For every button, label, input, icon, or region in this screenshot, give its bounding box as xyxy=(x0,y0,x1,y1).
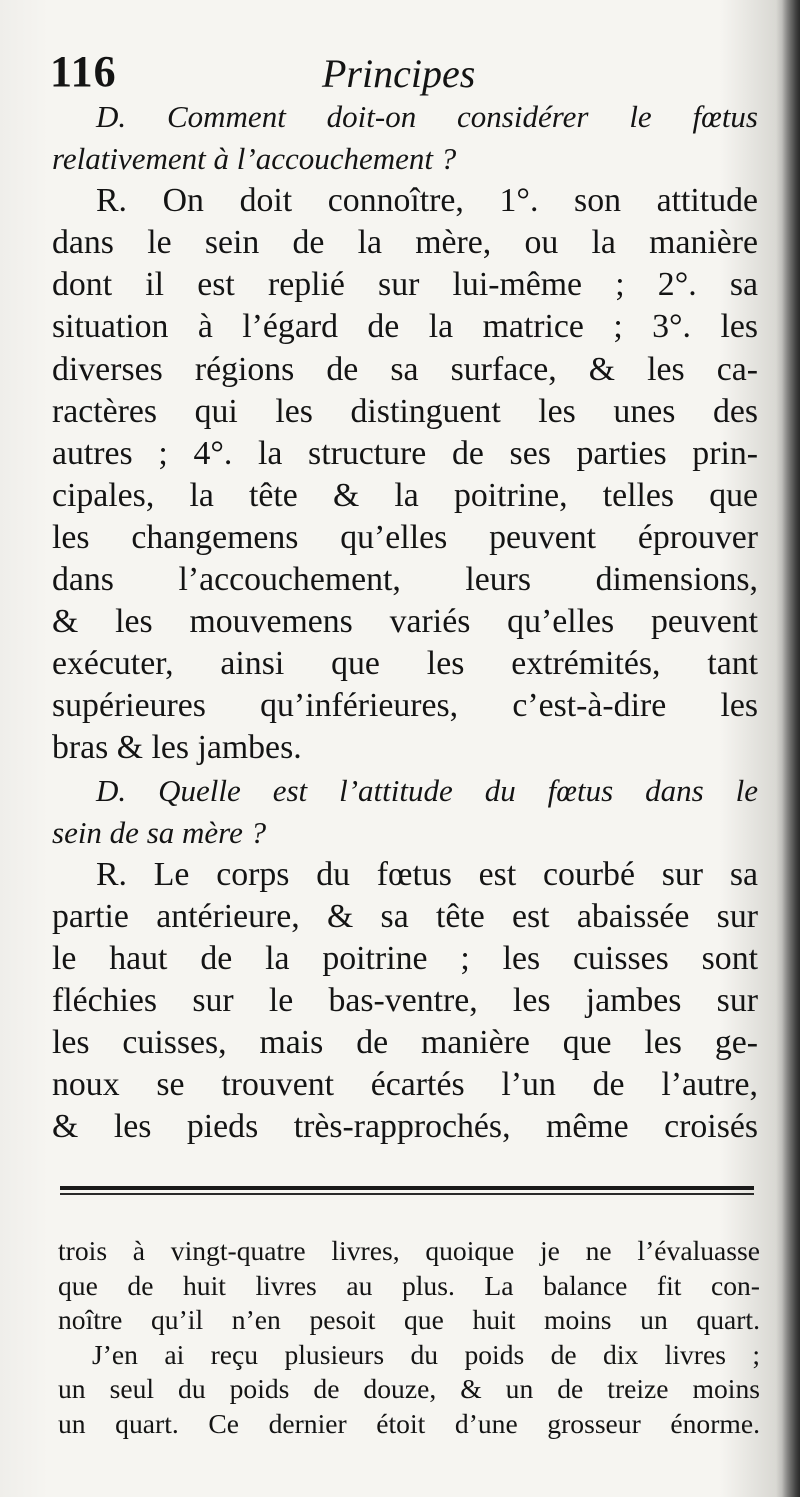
separator-thick-rule xyxy=(60,1186,754,1190)
page-gutter-shadow xyxy=(782,0,800,1497)
footnote-line: un seul du poids de douze, & un de treize moins xyxy=(58,1373,760,1404)
page-number: 116 xyxy=(50,47,117,96)
answer-line: fléchies sur le bas-ventre, les jambes sur xyxy=(52,981,758,1019)
footnote-line: noître qu’il n’en pesoit que huit moins un quart. xyxy=(58,1304,760,1335)
answer-line: dans l’accouchement, leurs dimensions, xyxy=(52,561,758,599)
answer-line: le haut de la poitrine ; les cuisses sont xyxy=(52,939,758,977)
question-line: D. Quelle est l’attitude du fœtus dans le xyxy=(96,772,758,808)
page-header xyxy=(50,44,760,104)
footnote-line: un quart. Ce dernier étoit d’une grosseur énorme. xyxy=(58,1407,760,1439)
question-line: sein de sa mère ? xyxy=(52,814,267,850)
footnote-line: trois à vingt-quatre livres, quoique je ne l’évaluasse xyxy=(58,1235,760,1266)
question-line: relativement à l’accouchement ? xyxy=(52,141,457,177)
running-head: Principes xyxy=(322,51,476,96)
answer-line: les changemens qu’elles peuvent éprouver xyxy=(52,518,758,556)
separator-thin-rule xyxy=(60,1193,754,1195)
answer-line: cipales, la tête & la poitrine, telles que xyxy=(52,476,758,514)
footnote-line: que de huit livres au plus. La balance fit con- xyxy=(58,1269,760,1301)
footnote-line: J’en ai reçu plusieurs du poids de dix livres ; xyxy=(92,1338,760,1370)
answer-line: exécuter, ainsi que les extrémités, tant xyxy=(52,645,758,683)
answer-line: situation à l’égard de la matrice ; 3°. les xyxy=(52,308,758,346)
question-line: D. Comment doit-on considérer le fœtus xyxy=(96,99,758,134)
answer-line: les cuisses, mais de manière que les ge- xyxy=(52,1024,758,1062)
footnote-separator xyxy=(60,1186,754,1198)
footnote xyxy=(58,1234,760,1441)
answer-line: bras & les jambes. xyxy=(52,729,302,767)
answer-line: partie antérieure, & sa tête est abaissée sur xyxy=(52,897,758,935)
answer-line: supérieures qu’inférieures, c’est-à-dire les xyxy=(52,687,758,725)
answer-line: noux se trouvent écartés l’un de l’autre, xyxy=(52,1066,758,1104)
answer-line: dans le sein de la mère, ou la manière xyxy=(52,224,758,262)
answer-line: R. Le corps du fœtus est courbé sur sa xyxy=(96,855,758,893)
answer-line: ractères qui les distinguent les unes des xyxy=(52,392,758,430)
answer-line: & les mouvemens variés qu’elles peuvent xyxy=(52,603,758,641)
answer-line: R. On doit connoître, 1°. son attitude xyxy=(96,182,758,220)
main-text xyxy=(52,96,758,1148)
answer-line: & les pieds très-rapprochés, même croisés xyxy=(52,1108,758,1146)
answer-line: autres ; 4°. la structure de ses parties prin- xyxy=(52,434,758,472)
answer-line: diverses régions de sa surface, & les ca- xyxy=(52,350,758,388)
answer-line: dont il est replié sur lui-même ; 2°. sa xyxy=(52,266,758,304)
